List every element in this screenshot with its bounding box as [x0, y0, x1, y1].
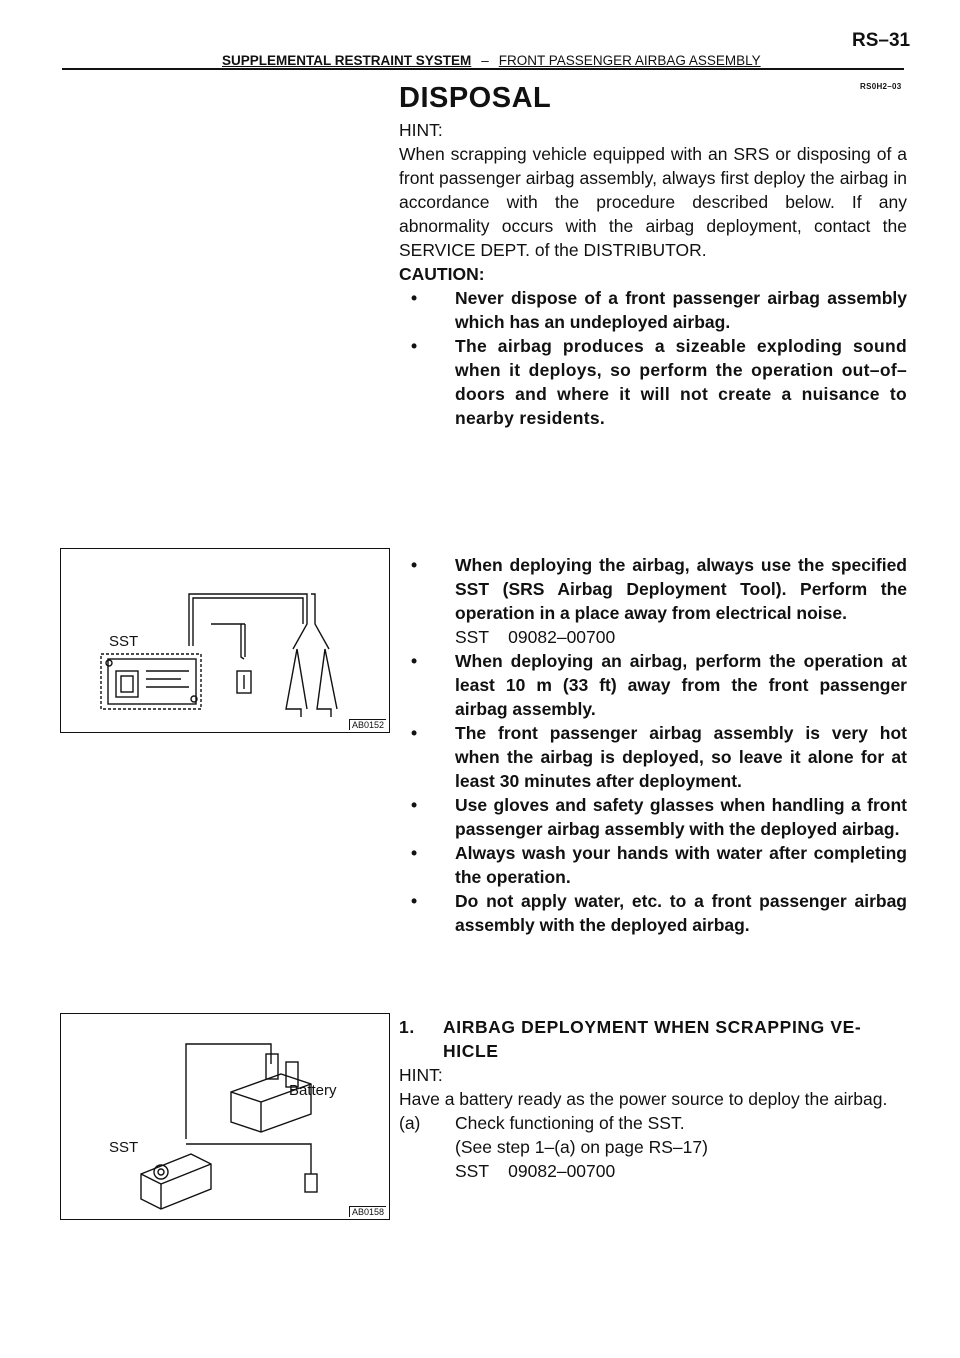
- step-number: 1.: [399, 1017, 415, 1037]
- step-heading: [399, 1015, 907, 1063]
- step-hint-label: HINT:: [399, 1065, 443, 1085]
- step-title-line2: HICLE: [443, 1041, 499, 1061]
- page-title: DISPOSAL: [399, 82, 552, 114]
- step-hint-text: Have a battery ready as the power source to deploy the airbag.: [399, 1089, 888, 1109]
- caution-item: [399, 553, 907, 649]
- caution-item: • When deploying an airbag, perform the operation at least 10 m (33 ft) away from the front passenger airbag assembly.: [399, 649, 907, 721]
- step-title-line1: AIRBAG DEPLOYMENT WHEN SCRAPPING VE-: [443, 1017, 862, 1037]
- caution-item: • The airbag produces a sizeable exploding sound when it deploys, so perform the operation out–of–doors and where it will not create a nuisance to nearby residents.: [399, 334, 907, 430]
- header-subsection: FRONT PASSENGER AIRBAG ASSEMBLY: [498, 53, 761, 68]
- substep-a: [399, 1111, 907, 1183]
- caution-list-bottom: [399, 553, 907, 937]
- caution-label: CAUTION:: [399, 264, 485, 284]
- sst-number: SST 09082–00700: [455, 627, 616, 647]
- figure2-code: AB0158: [349, 1206, 386, 1217]
- figure1-code: AB0152: [349, 719, 386, 730]
- figure-battery-setup: [60, 1013, 390, 1220]
- caution-item: • The front passenger airbag assembly is very hot when the airbag is deployed, so leave it alone for at least 30 minutes after deployment.: [399, 721, 907, 793]
- doc-code: RS0H2–03: [860, 82, 902, 91]
- step-body: [399, 1063, 907, 1183]
- substep-label: (a): [399, 1113, 421, 1133]
- substep-text: Check functioning of the SST.: [455, 1113, 685, 1133]
- substep-sst: SST 09082–00700: [455, 1161, 616, 1181]
- running-header: [222, 53, 761, 68]
- header-section: SUPPLEMENTAL RESTRAINT SYSTEM: [222, 53, 472, 68]
- hint-label: HINT:: [399, 120, 443, 140]
- header-rule: [62, 68, 904, 70]
- caution-item: • Never dispose of a front passenger airbag assembly which has an undeployed airbag.: [399, 286, 907, 334]
- page-number: RS–31: [852, 30, 911, 51]
- caution-item: • Do not apply water, etc. to a front passenger airbag assembly with the deployed airbag.: [399, 889, 907, 937]
- header-separator: –: [481, 53, 489, 68]
- caution-item: • Always wash your hands with water after completing the operation.: [399, 841, 907, 889]
- caution-item: • Use gloves and safety glasses when handling a front passenger airbag assembly with the deployed airbag.: [399, 793, 907, 841]
- caution-list-top: [399, 286, 907, 430]
- figure-sst-tool: [60, 548, 390, 733]
- figure2-sst-label: SST: [109, 1139, 139, 1156]
- substep-reference: (See step 1–(a) on page RS–17): [455, 1137, 708, 1157]
- intro-paragraph: When scrapping vehicle equipped with an SRS or disposing of a front passenger airbag assembly, always first deploy the airbag in accordance with the procedure described below. If any abnormality occurs with the airbag deployment, contact the SERVICE DEPT. of the DISTRIBUTOR.: [399, 144, 907, 260]
- caution-item-text: When deploying the airbag, always use the specified SST (SRS Airbag Deployment Tool). Perform the operation in a place away from electrical noise.: [455, 555, 907, 623]
- battery-setup-illustration: [61, 1014, 389, 1219]
- figure1-sst-label: SST: [109, 633, 139, 650]
- figure2-battery-label: Battery: [289, 1082, 337, 1099]
